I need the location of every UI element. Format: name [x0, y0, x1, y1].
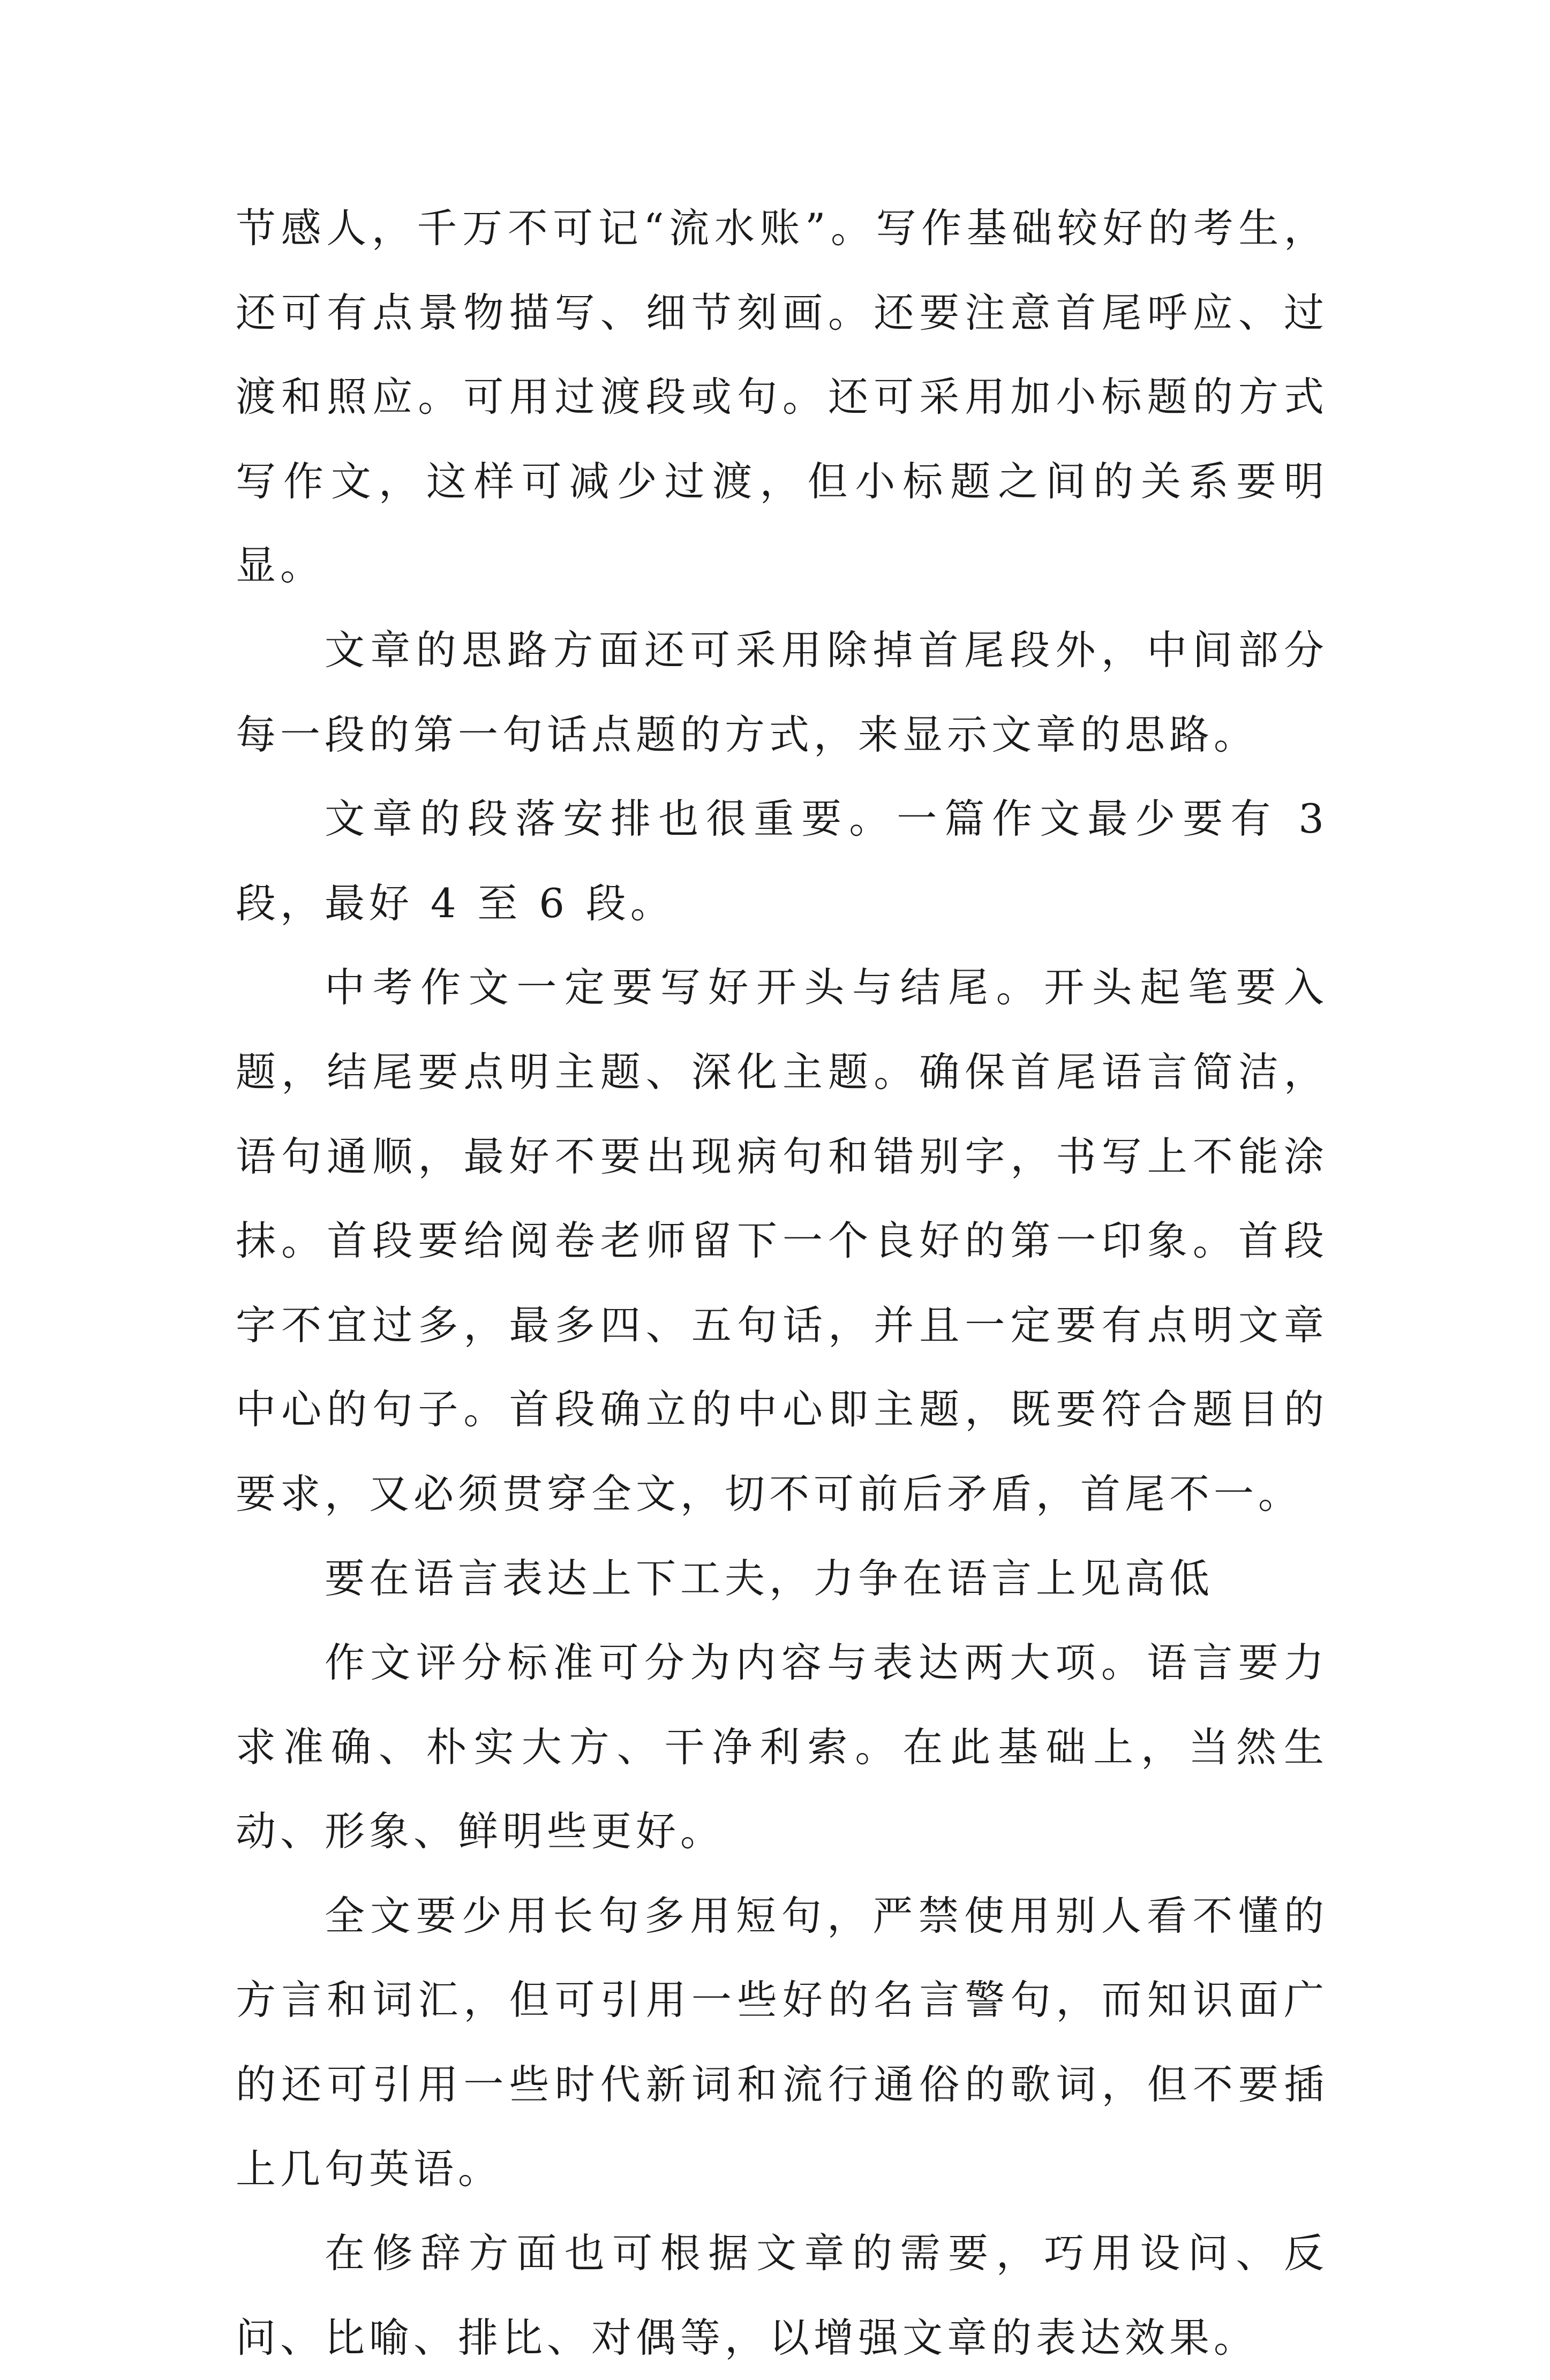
paragraph-7: 全文要少用长句多用短句，严禁使用别人看不懂的方言和词汇，但可引用一些好的名言警句，而知识面广的还可引用一些时代新词和流行通俗的歌词，但不要插上几句英语。 [236, 1892, 1328, 2193]
paragraph-1: 节感人，千万不可记“流水账”。写作基础较好的考生，还可有点景物描写、细节刻画。还要注意首尾呼应、过渡和照应。可用过渡段或句。还可采用加小标题的方式写作文，这样可减少过渡，但小标题之间的关系要明显。 [236, 205, 1328, 590]
paragraph-5-heading: 要在语言表达上下工夫，力争在语言上见高低 [325, 1554, 1214, 1602]
document-body [236, 186, 1328, 2380]
paragraph-3: 文章的段落安排也很重要。一篇作文最少要有 3 段，最好 4 至 6 段。 [236, 795, 1328, 927]
paragraph-8: 在修辞方面也可根据文章的需要，巧用设问、反问、比喻、排比、对偶等，以增强文章的表达效果。 [236, 2230, 1328, 2361]
paragraph-6: 作文评分标准可分为内容与表达两大项。语言要力求准确、朴实大方、干净利索。在此基础上，当然生动、形象、鲜明些更好。 [236, 1639, 1328, 1855]
paragraph-2: 文章的思路方面还可采用除掉首尾段外，中间部分每一段的第一句话点题的方式，来显示文章的思路。 [236, 626, 1328, 758]
paragraph-4: 中考作文一定要写好开头与结尾。开头起笔要入题，结尾要点明主题、深化主题。确保首尾语言简洁，语句通顺，最好不要出现病句和错别字，书写上不能涂抹。首段要给阅卷老师留下一个良好的第一印象。首段字不宜过多，最多四、五句话，并且一定要有点明文章中心的句子。首段确立的中心即主题，既要符合题目的要求，又必须贯穿全文，切不可前后矛盾，首尾不一。 [236, 964, 1328, 1517]
